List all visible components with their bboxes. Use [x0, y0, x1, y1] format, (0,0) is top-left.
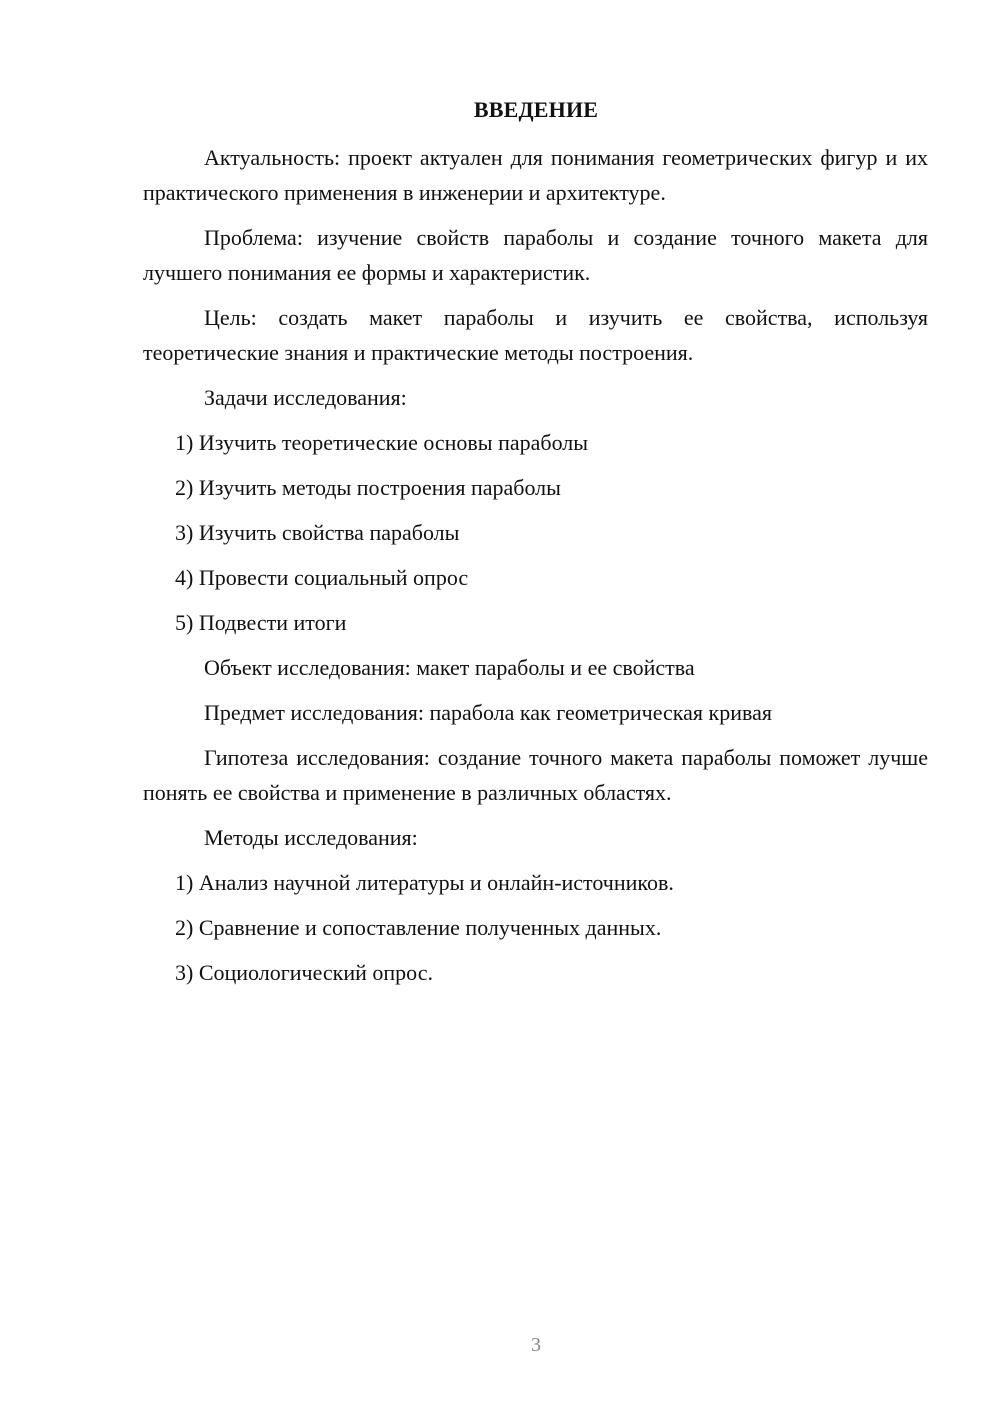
list-item: 5) Подвести итоги	[175, 610, 347, 635]
list-item: 1) Анализ научной литературы и онлайн-источников.	[175, 870, 674, 895]
list-item: 1) Изучить теоретические основы параболы	[175, 430, 589, 455]
list-item: 4) Провести социальный опрос	[175, 565, 469, 590]
tasks-list	[143, 425, 928, 640]
list-item: 2) Изучить методы построения параболы	[175, 475, 561, 500]
methods-list	[143, 865, 928, 990]
methods-heading: Методы исследования:	[204, 825, 418, 850]
list-item: 3) Социологический опрос.	[175, 960, 433, 985]
document-body	[143, 140, 928, 1000]
tasks-heading: Задачи исследования:	[204, 385, 407, 410]
page-number: 3	[531, 1334, 541, 1356]
object-paragraph: Объект исследования: макет параболы и ее свойства	[204, 655, 695, 680]
hypothesis-paragraph: Гипотеза исследования: создание точного макета параболы поможет лучше понять ее свойства и применение в различных областях.	[143, 745, 928, 805]
problem-paragraph: Проблема: изучение свойств параболы и создание точного макета для лучшего понимания ее формы и характеристик.	[143, 225, 928, 285]
goal-paragraph: Цель: создать макет параболы и изучить ее свойства, используя теоретические знания и практические методы построения.	[143, 305, 928, 365]
page-title: ВВЕДЕНИЕ	[473, 97, 599, 122]
list-item: 2) Сравнение и сопоставление полученных данных.	[175, 915, 662, 940]
list-item: 3) Изучить свойства параболы	[175, 520, 460, 545]
relevance-paragraph: Актуальность: проект актуален для понимания геометрических фигур и их практического применения в инженерии и архитектуре.	[143, 145, 928, 205]
subject-paragraph: Предмет исследования: парабола как геометрическая кривая	[204, 700, 772, 725]
